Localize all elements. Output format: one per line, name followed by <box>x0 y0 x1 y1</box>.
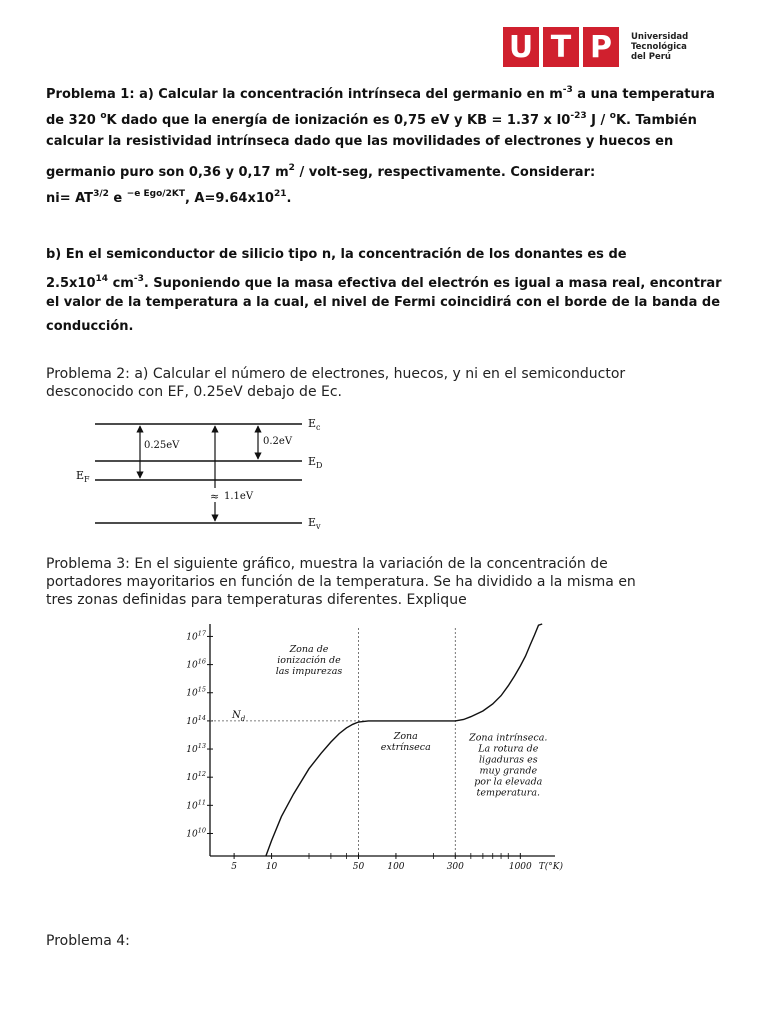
y-tick-label: $10^{11}$ <box>186 798 206 812</box>
p1b-line-3: el valor de la temperatura a la cual, el nivel de Fermi coincidirá con el borde de la banda de <box>46 295 721 310</box>
x-axis-label: T(°K) <box>538 862 563 872</box>
x-tick-label: 50 <box>352 862 365 872</box>
zone-label-line: extrínseca <box>380 742 431 754</box>
p1-line-1: Problema 1: a) Calcular la concentración intrínseca del germanio en $m^{-3}$ a una temperatura <box>46 85 715 102</box>
gap-025-label: 0.25eV <box>144 440 180 451</box>
x-tick-label: 100 <box>387 862 405 872</box>
logo-boxes <box>503 27 623 67</box>
y-tick-label: $10^{15}$ <box>186 685 206 699</box>
logo-letter-t: T <box>543 27 579 67</box>
ev-label: $E_v$ <box>308 516 321 531</box>
gap-02-label: 0.2eV <box>263 436 293 447</box>
zone-label-line: Zona de <box>289 643 329 655</box>
y-tick-label: $10^{16}$ <box>186 657 206 671</box>
gap-11-label: 1.1eV <box>224 491 254 502</box>
y-tick-label: $10^{17}$ <box>186 629 206 643</box>
p1b-line-4: conducción. <box>46 319 134 334</box>
problema-2: Problema 2: a) Calcular el número de electrones, huecos, y ni en el semiconductor desconocido con EF, 0.25eV debajo de Ec. <box>46 366 626 400</box>
zone-label-line: temperatura. <box>476 787 541 799</box>
x-tick-label: 1000 <box>508 862 532 872</box>
y-tick-label: $10^{13}$ <box>186 742 206 756</box>
problema-4: Problema 4: <box>46 933 130 949</box>
y-tick-label: $10^{12}$ <box>186 770 206 784</box>
ec-label: $E_c$ <box>308 417 321 432</box>
zone-label-line: Zona <box>393 731 418 743</box>
p1b-line-2: $2.5x10^{14}$ $cm^{-3}$. Suponiendo que la masa efectiva del electrón es igual a masa real, encontrar <box>46 274 722 291</box>
zone-label-line: ligaduras es <box>478 754 538 766</box>
carrier-concentration-chart <box>185 620 575 875</box>
zone-label-line: ionización de <box>277 654 341 666</box>
approx-symbol: ≈ <box>210 490 220 503</box>
p1b-line-1: b) En el semiconductor de silicio tipo n, la concentración de los donantes es de <box>46 247 627 262</box>
problema-3: Problema 3: En el siguiente gráfico, muestra la variación de la concentración de portadores mayoritarios en función de la temperatura. Se ha dividido a la misma en tres zonas definidas para temperaturas diferentes. Explique <box>46 556 636 608</box>
logo-letter-p: P <box>583 27 619 67</box>
logo-letter-u: U <box>503 27 539 67</box>
utp-logo <box>503 27 688 67</box>
zone-label-line: por la elevada <box>474 776 543 788</box>
p1-line-3: calcular la resistividad intrínseca dado que las movilidades of electrones y huecos en <box>46 134 674 149</box>
x-tick-label: 10 <box>265 862 278 872</box>
p1-line-4: germanio puro son 0,36 y 0,17 $m^2$ / volt-seg, respectivamente. Considerar: <box>46 163 596 180</box>
ed-label: $E_D$ <box>308 455 323 470</box>
p1-line-2: de 320 $^o$K dado que la energía de ionización es 0,75 eV y KB = 1.37 x $I0^{-23}$ J / $^o$K. También <box>46 111 697 128</box>
energy-band-diagram <box>70 410 350 535</box>
ef-label: $E_F$ <box>76 469 90 484</box>
y-tick-label: $10^{14}$ <box>186 713 206 727</box>
zone-label-line: muy grande <box>479 765 538 777</box>
problema-1-b <box>46 243 736 339</box>
x-tick-label: 5 <box>231 862 237 872</box>
zone-label-line: las impurezas <box>275 665 343 677</box>
problema-1-a <box>46 77 736 207</box>
zone-label-line: La rotura de <box>478 743 539 755</box>
nd-label: $N_d$ <box>232 709 246 723</box>
zone-label-line: Zona intrínseca. <box>469 732 548 744</box>
x-tick-label: 300 <box>446 862 464 872</box>
p1-formula: $ni= AT^{3/2}$ e $^{-e Ego/2KT}$, $A=9.64x10^{21}$. <box>46 189 292 206</box>
university-name: Universidad Tecnológica del Perú <box>631 32 689 62</box>
y-tick-label: $10^{10}$ <box>186 826 206 840</box>
